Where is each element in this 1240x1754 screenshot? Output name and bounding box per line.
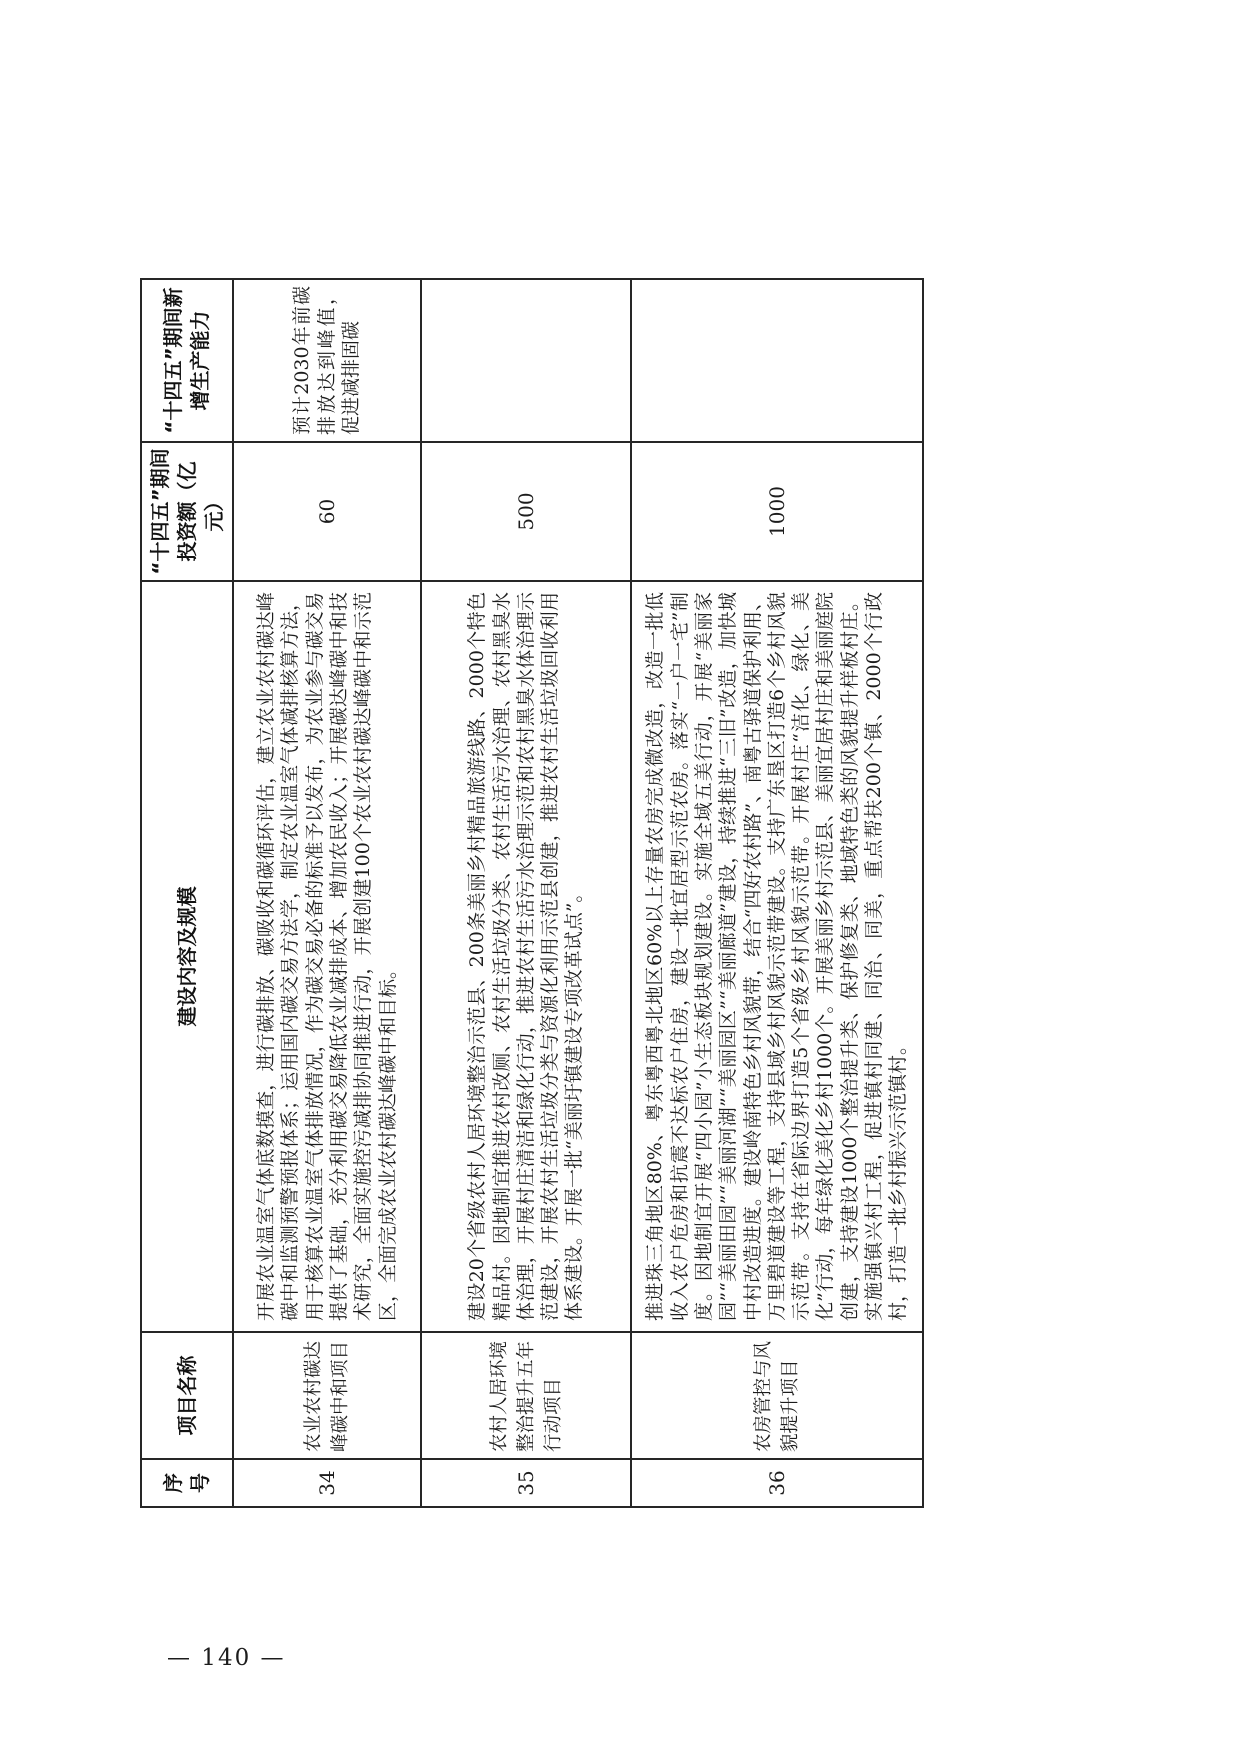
cell-content-scale: 建设20个省级农村人居环境整治示范县、200条美丽乡村精品旅游线路、2000个特色精品村。因地制宜推进农村改厕、农村生活垃圾分类、农村生活污水治理、农村黑臭水体治理，开展村庄清洁和绿化行动，推进农村生活污水治理示范和农村黑臭水体治理示范建设，开展农村生活垃圾分类与资源化利用示范县创建，推进农村生活垃圾回收利用体系建设。开展一批“美丽圩镇建设专项改革试点”。	[421, 581, 631, 1332]
rotated-table-container	[140, 280, 922, 1508]
cell-content-scale: 开展农业温室气体底数摸查，进行碳排放、碳吸收和碳循环评估，建立农业农村碳达峰碳中和监测预警预报体系；运用国内碳交易方法学，制定农业温室气体减排核算方法，用于核算农业温室气体排放情况，作为碳交易必备的标准予以发布，为农业参与碳交易提供了基础，充分利用碳交易降低农业减排成本、增加农民收入；开展碳达峰碳中和技术研究，全面实施控污减排协同推进行动，开展创建100个农业农村碳达峰碳中和示范区，全面完成农业农村碳达峰碳中和目标。	[233, 581, 421, 1332]
table-header	[141, 279, 233, 1507]
page-number: — 140 —	[167, 1645, 286, 1671]
header-new-capacity: “十四五”期间新增生产能力	[141, 279, 233, 442]
cell-index: 34	[233, 1459, 421, 1507]
header-index: 序号	[141, 1459, 233, 1507]
cell-project-name: 农业农村碳达峰碳中和项目	[233, 1332, 421, 1459]
table-header-row	[141, 279, 233, 1507]
table-row	[421, 279, 631, 1507]
table-body	[233, 279, 923, 1507]
cell-index: 35	[421, 1459, 631, 1507]
cell-investment: 1000	[631, 442, 923, 581]
header-investment: “十四五”期间投资额（亿元）	[141, 442, 233, 581]
cell-project-name: 农村人居环境整治提升五年行动项目	[421, 1332, 631, 1459]
cell-index: 36	[631, 1459, 923, 1507]
cell-content-scale: 推进珠三角地区80%、粤东粤西粤北地区60%以上存量农房完成微改造，改造一批低收入农户危房和抗震不达标农户住房，建设一批宜居型示范农房。落实“一户一宅”制度。因地制宜开展“四小园”小生态板块规划建设。实施全域五美行动，开展“美丽家园”“美丽田园”“美丽河湖”“美丽园区”“美丽廊道”建设，持续推进“三旧”改造，加快城中村改造进度。建设岭南特色乡村风貌带，结合“四好农村路”、南粤古驿道保护利用、万里碧道建设等工程，支持县域乡村风貌示范带建设。支持广东垦区打造6个乡村风貌示范带。支持在省际边界打造5个省级乡村风貌示范带。开展村庄“洁化、绿化、美化”行动，每年绿化美化乡村1000个。开展美丽乡村示范县、美丽宜居村庄和美丽庭院创建，支持建设1000个整治提升类、保护修复类、地域特色类的风貌提升样板村庄。实施强镇兴村工程，促进镇村同建、同治、同美，重点帮扶200个镇、2000个行政村，打造一批乡村振兴示范镇村。	[631, 581, 923, 1332]
table-row	[631, 279, 923, 1507]
table-row	[233, 279, 421, 1507]
cell-investment: 500	[421, 442, 631, 581]
cell-new-capacity	[421, 279, 631, 442]
cell-project-name: 农房管控与风貌提升项目	[631, 1332, 923, 1459]
projects-table	[140, 278, 924, 1508]
cell-new-capacity	[631, 279, 923, 442]
header-content-scale: 建设内容及规模	[141, 581, 233, 1332]
cell-new-capacity: 预计2030年前碳排放达到峰值，促进减排固碳	[233, 279, 421, 442]
cell-investment: 60	[233, 442, 421, 581]
header-project-name: 项目名称	[141, 1332, 233, 1459]
